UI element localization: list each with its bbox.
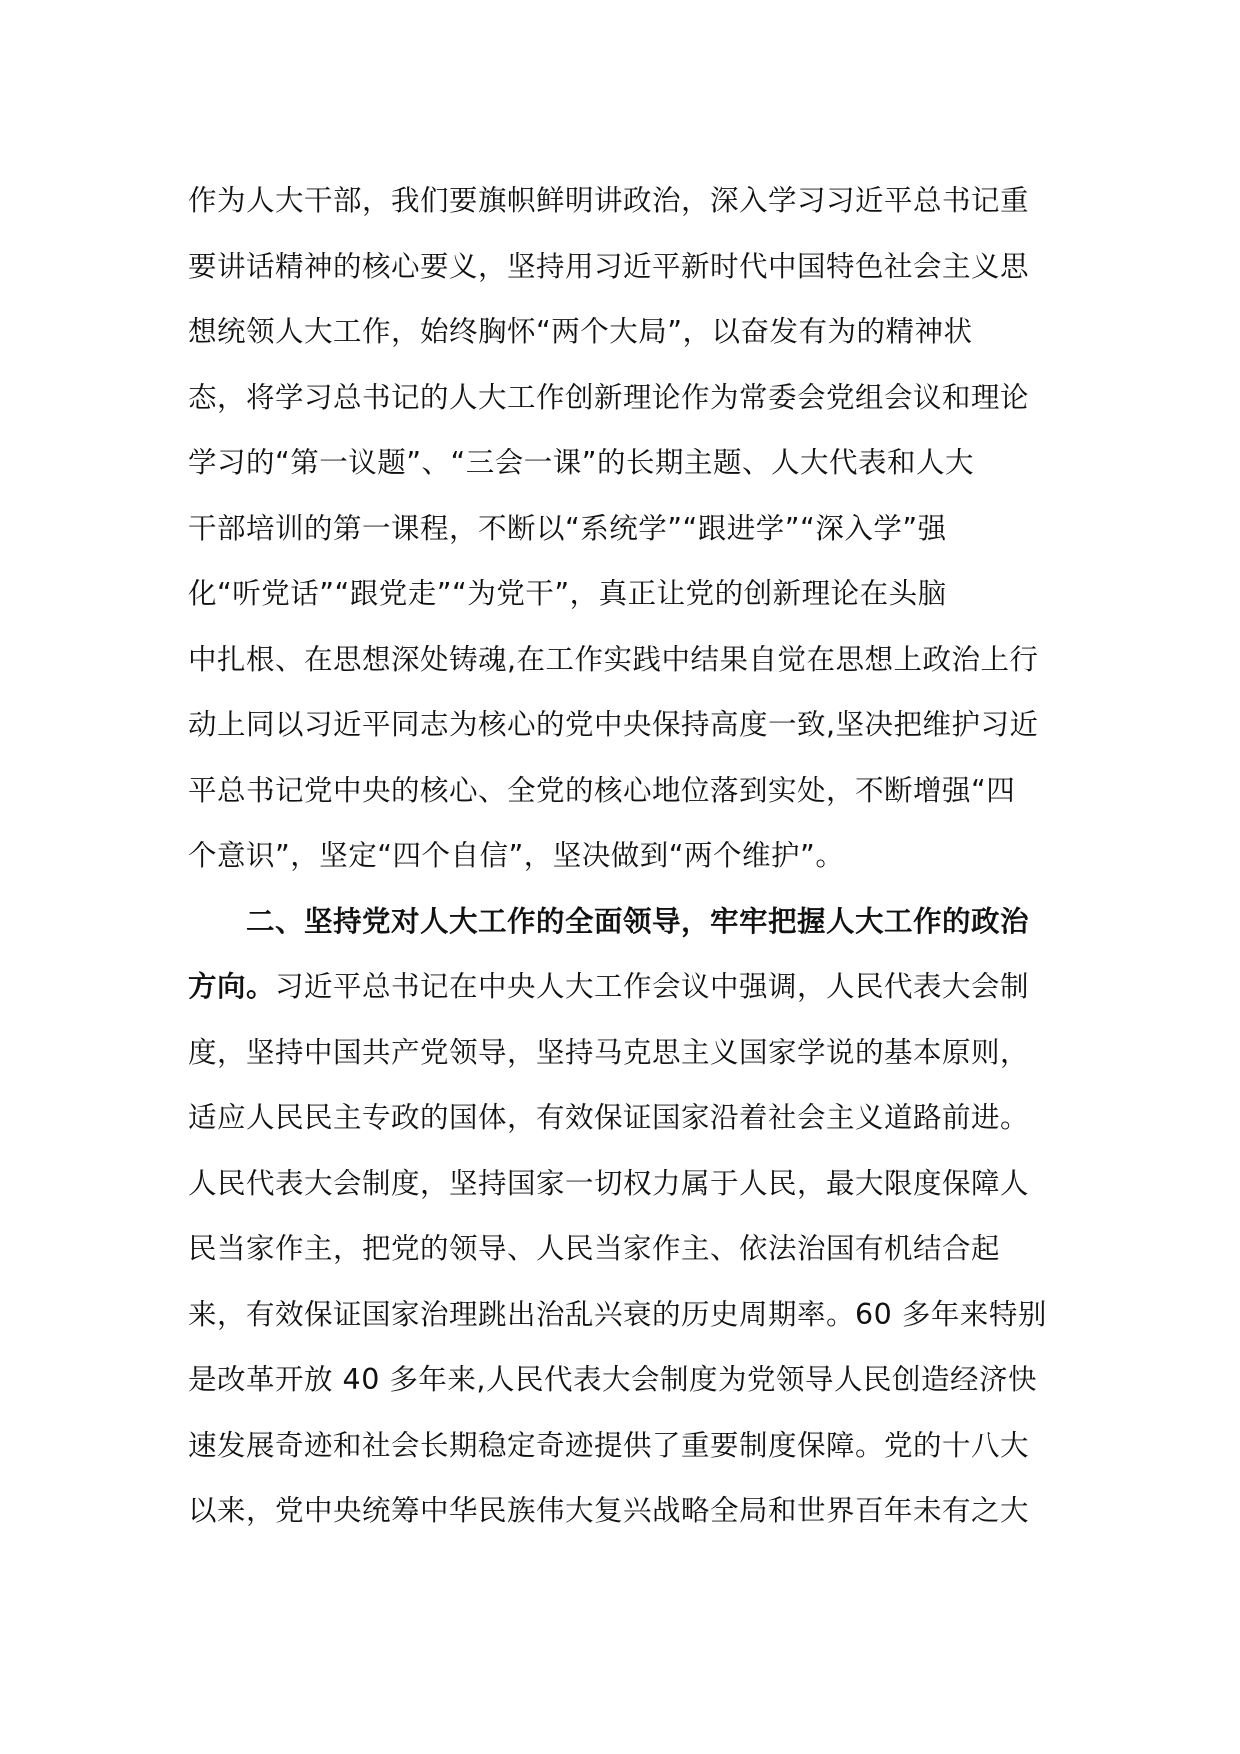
text-line: 人民代表大会制度，坚持国家一切权力属于人民，最大限度保障人 — [188, 1166, 1030, 1200]
section-2 — [188, 889, 1068, 1544]
text-line: 平总书记党中央的核心、全党的核心地位落到实处，不断增强“四 — [188, 773, 1016, 807]
text-line: 来，有效保证国家治理跳出治乱兴衰的历史周期率。60 多年来特别 — [188, 1297, 1047, 1331]
text-line: 适应人民民主专政的国体，有效保证国家沿着社会主义道路前进。 — [188, 1101, 1030, 1134]
text-line: 中扎根、在思想深处铸魂,在工作实践中结果自觉在思想上政治上行 — [188, 642, 1039, 676]
text-line: 学习的“第一议题”、“三会一课”的长期主题、人大代表和人大 — [188, 446, 975, 479]
text-line: 动上同以习近平同志为核心的党中央保持高度一致,坚决把维护习近 — [188, 708, 1039, 741]
text-line: 想统领人大工作，始终胸怀“两个大局”，以奋发有为的精神状 — [188, 315, 973, 348]
text-line: 个意识”，坚定“四个自信”，坚决做到“两个维护”。 — [188, 839, 845, 872]
section-heading: 二、坚持党对人大工作的全面领导，牢牢把握人大工作的政治 — [246, 904, 1030, 938]
text-line: 民当家作主，把党的领导、人民当家作主、依法治国有机结合起 — [188, 1232, 1001, 1265]
text-line: 是改革开放 40 多年来,人民代表大会制度为党领导人民创造经济快 — [188, 1363, 1037, 1396]
text-line: 速发展奇迹和社会长期稳定奇迹提供了重要制度保障。党的十八大 — [188, 1428, 1030, 1462]
section-heading-continuation: 习近平总书记在中央人大工作会议中强调，人民代表大会制 — [275, 970, 1030, 1003]
text-line: 作为人大干部，我们要旗帜鲜明讲政治，深入学习习近平总书记重 — [188, 184, 1030, 217]
text-line: 化“听党话”“跟党走”“为党干”，真正让党的创新理论在头脑 — [188, 577, 947, 610]
document-body — [188, 168, 1068, 1544]
section-heading-end: 方向。 — [188, 970, 276, 1003]
text-line — [188, 954, 1068, 1020]
text-line: 要讲话精神的核心要义，坚持用习近平新时代中国特色社会主义思 — [188, 249, 1030, 283]
text-line: 以来，党中央统筹中华民族伟大复兴战略全局和世界百年未有之大 — [188, 1494, 1030, 1527]
text-line: 度，坚持中国共产党领导，坚持马克思主义国家学说的基本原则， — [188, 1035, 1030, 1069]
paragraph-1 — [188, 168, 1068, 889]
text-line: 干部培训的第一课程，不断以“系统学”“跟进学”“深入学”强 — [188, 511, 947, 545]
text-line: 态，将学习总书记的人大工作创新理论作为常委会党组会议和理论 — [188, 380, 1030, 414]
